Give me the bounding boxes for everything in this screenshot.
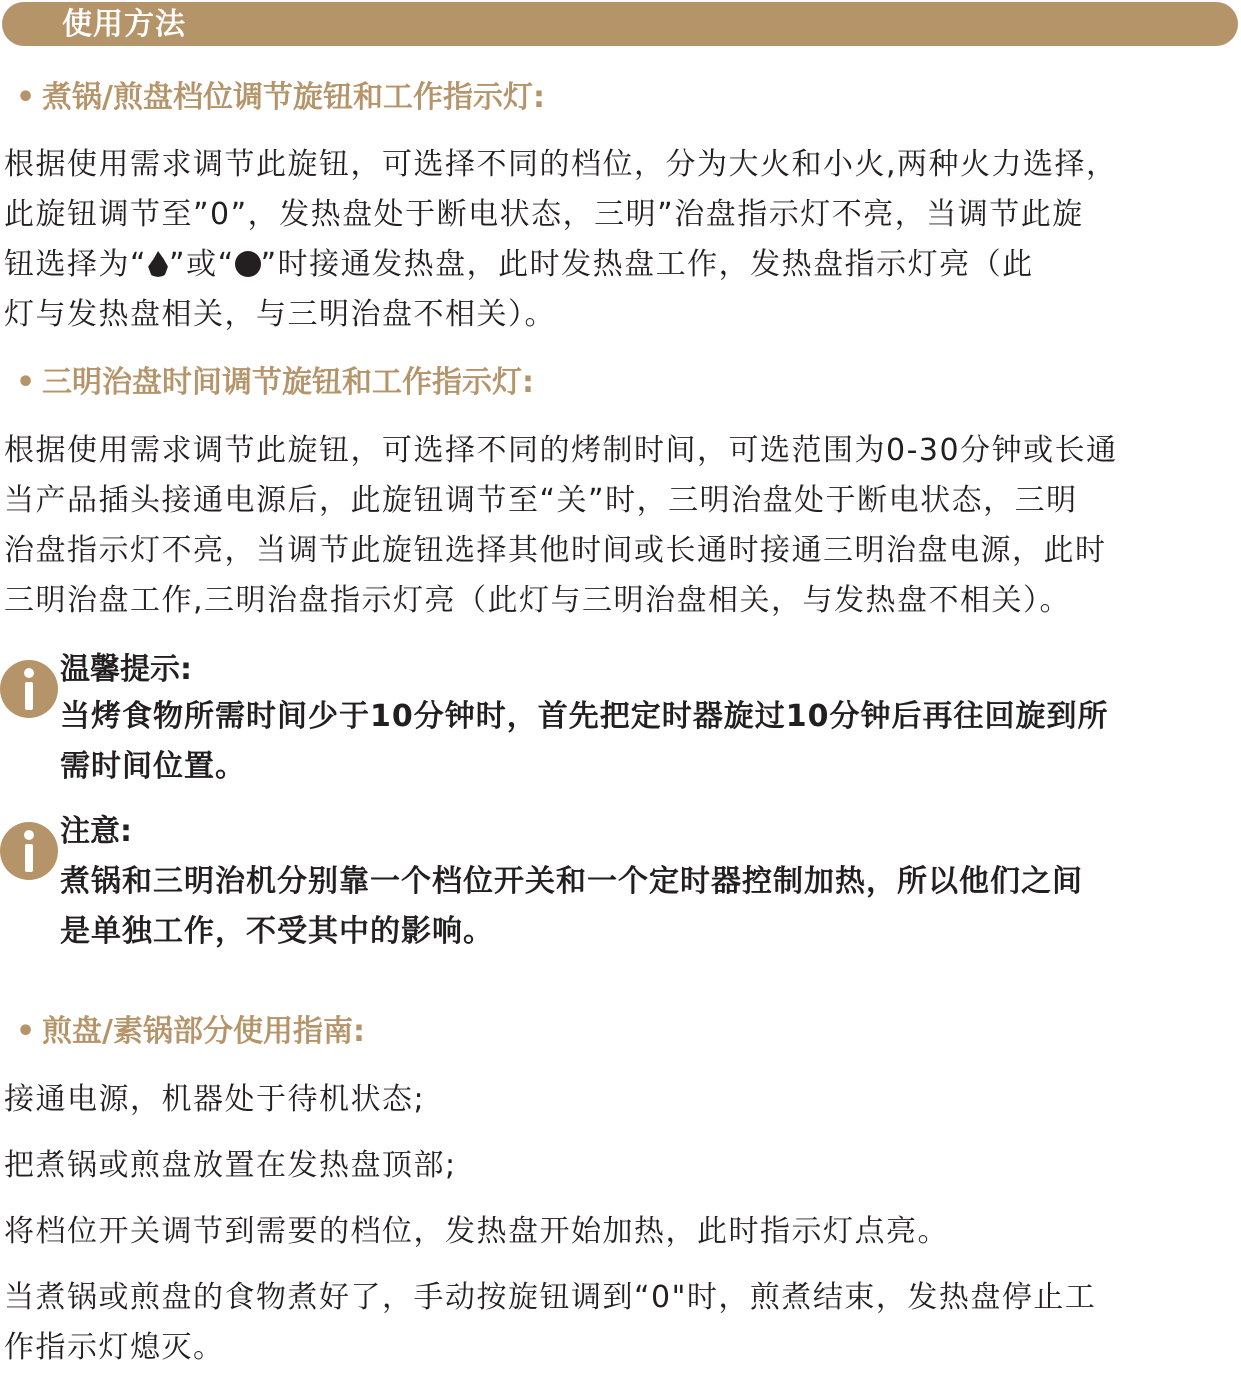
paragraph-cooking-knob: 根据使用需求调节此旋钮，可选择不同的档位，分为大火和小火,两种火力选择， 此旋钮调节至”0”，发热盘处于断电状态，三明”治盘指示灯不亮，当调节此旋 钮选择为“ ”或“ ”时接通发热盘，此时发热盘工作，发热盘指示灯亮（此 灯与发热盘相关，与三明治盘不相关）。 bbox=[4, 147, 1118, 332]
section-heading-cooking-knob: • 煮锅/煎盘档位调节旋钮和工作指示灯: bbox=[16, 78, 545, 118]
info-icon bbox=[0, 822, 58, 880]
paragraph-sandwich-timer: 根据使用需求调节此旋钮，可选择不同的烤制时间，可选范围为0-30分钟或长通 当产品插头接通电源后，此旋钮调节至“关”时，三明治盘处于断电状态，三明 治盘指示灯不亮，当调节此旋钮选择其他时间或长通时接通三明治盘电源，此时 三明治盘工作,三明治盘指示灯亮（此灯与三明治盘相关，与发热盘不相关）。 bbox=[4, 433, 1118, 618]
tip-body: 当烤食物所需时间少于10分钟时，首先把定时器旋过10分钟后再往回旋到所 需时间位置。 bbox=[60, 699, 1109, 784]
bullet: • bbox=[16, 365, 36, 400]
tip-title: 温馨提示: bbox=[60, 652, 192, 687]
section-heading-pan-guide: • 煎盘/素锅部分使用指南: bbox=[16, 1012, 365, 1052]
flame-icon bbox=[147, 251, 169, 277]
notice-title: 注意: bbox=[60, 814, 132, 849]
bullet: • bbox=[16, 80, 36, 115]
section-title: 使用方法 bbox=[62, 7, 186, 42]
bullet: • bbox=[16, 1014, 36, 1049]
notice-body: 煮锅和三明治机分别靠一个档位开关和一个定时器控制加热，所以他们之间 是单独工作，不受其中的影响。 bbox=[60, 864, 1083, 949]
info-icon bbox=[0, 660, 58, 718]
filled-circle-icon bbox=[235, 251, 261, 277]
section-heading-sandwich-timer: • 三明治盘时间调节旋钮和工作指示灯: bbox=[16, 363, 534, 403]
paragraph-pan-guide: 接通电源，机器处于待机状态; 把煮锅或煎盘放置在发热盘顶部; 将档位开关调节到需要的档位，发热盘开始加热，此时指示灯点亮。 当煮锅或煎盘的食物煮好了，手动按旋钮调到“0"时，煎煮结束，发热盘停止工 作指示灯熄灭。 bbox=[4, 1082, 1097, 1365]
section-header-bar bbox=[2, 2, 1238, 46]
